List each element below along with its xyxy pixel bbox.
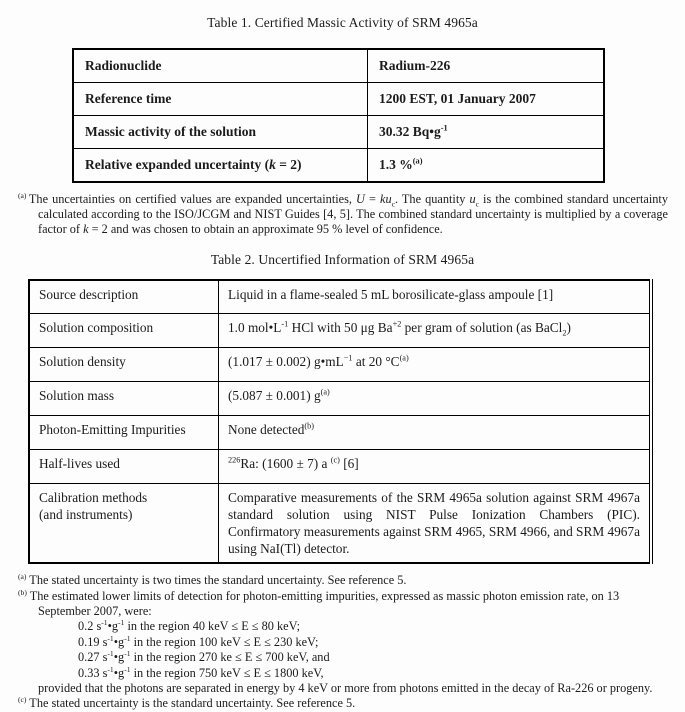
table1-row-value: 1.3 %$^{(a)}$ — [368, 149, 605, 183]
table-row — [73, 149, 604, 183]
table2-title: Table 2. Uncertified Information of SRM 4965a — [210, 251, 475, 267]
table-row — [29, 450, 651, 484]
table2-row-value: (1.017 ± 0.002) $g•mL^{-1}$ at 20 $^\circ C^{(a)}$ — [219, 348, 652, 382]
table2-row-label: Solution density — [29, 348, 219, 382]
footnote-b-limit-2: 0.19 $s^{-1}•g^{-1}$ in the region 100 keV ≤ E ≤ 230 keV; — [78, 633, 319, 649]
table1 — [72, 48, 605, 183]
table1-row-value: Radium-226 — [368, 49, 605, 83]
table2-row-value: $^{226}$Ra: (1600 ± 7) a $^{(c)}$ [6] — [219, 450, 652, 484]
table-row — [29, 348, 651, 382]
table2-row-value: Comparative measurements of the SRM 4965a solution against SRM 4967a standard solution using NIST Pulse Ionization Chambers (PIC). Confirmatory measurements against SRM 4965, SRM 4966, and SRM 4967a using NaI(Tl) detector. — [219, 484, 652, 564]
table1-row-value: 1200 EST, 01 January 2007 — [368, 83, 605, 116]
table1-footnote-a: $^{(a)}$ The uncertainties on certified values are expanded uncertainties, $U = ku_c$. The quantity $u_c$ is the combined standard uncertainty calculated according to the ISO/JCGM and NIST Guides [4, 5]. The combined standard uncertainty is multiplied by a coverage factor of k = 2 and was chosen to obtain an approximate 95 % level of confidence. — [18, 190, 668, 237]
table2-row-label: Photon-Emitting Impurities — [29, 416, 219, 450]
table-row — [73, 83, 604, 116]
table-row — [29, 382, 651, 416]
table2-row-label: Source description — [29, 280, 219, 314]
table-row — [29, 484, 651, 564]
table-row — [29, 416, 651, 450]
footnote-b-limit-3: 0.27 $s^{-1}•g^{-1}$ in the region 270 ke ≤ E ≤ 700 keV, and — [78, 649, 330, 665]
footnote-b-continuation: provided that the photons are separated in energy by 4 keV or more from photons emitted in the decay of Ra-226 or progeny. — [38, 680, 653, 695]
table1-row-label: Reference time — [73, 83, 368, 116]
table2-row-label: Solution mass — [29, 382, 219, 416]
table2 — [28, 279, 653, 565]
footnote-c: $^{(c)}$ The stated uncertainty is the standard uncertainty. See reference 5. — [18, 695, 356, 711]
footnote-b-limit-1: 0.2 $s^{-1}•g^{-1}$ in the region 40 keV ≤ E ≤ 80 keV; — [78, 618, 300, 634]
table2-row-label: Solution composition — [29, 314, 219, 348]
table1-row-label: Radionuclide — [73, 49, 368, 83]
table1-row-value: 30.32 $Bq•g^{-1}$ — [368, 116, 605, 149]
table1-title: Table 1. Certified Massic Activity of SRM 4965a — [207, 15, 478, 30]
table2-row-label: Half-lives used — [29, 450, 219, 484]
table2-footnotes — [18, 573, 668, 712]
table2-row-value: Liquid in a flame-sealed 5 mL borosilicate-glass ampoule [1] — [219, 280, 652, 314]
footnote-b: $^{(b)}$ The estimated lower limits of detection for photon-emitting impurities, expressed as massic photon emission rate, on 13 September 2007, were: — [18, 587, 620, 618]
table2-row-value: None detected$^{(b)}$ — [219, 416, 652, 450]
table-row — [73, 116, 604, 149]
table-row — [29, 314, 651, 348]
table2-row-value: 1.0 $mol•L^{-1}$ HCl with 50 μg $Ba^{+2}$ per gram of solution (as BaCl$_2$) — [219, 314, 652, 348]
table-row — [29, 280, 651, 314]
table2-row-label: Calibration methods (and instruments) — [29, 484, 219, 564]
table-row — [73, 49, 604, 83]
table1-row-label: Massic activity of the solution — [73, 116, 368, 149]
footnote-b-limit-4: 0.33 $s^{-1}•g^{-1}$ in the region 750 keV ≤ E ≤ 1800 keV, — [78, 664, 324, 680]
table1-row-label: Relative expanded uncertainty (k = 2) — [73, 149, 368, 183]
table2-row-value: (5.087 ± 0.001) $g^{(a)}$ — [219, 382, 652, 416]
footnote-a: $^{(a)}$ The stated uncertainty is two times the standard uncertainty. See reference 5. — [18, 572, 407, 588]
